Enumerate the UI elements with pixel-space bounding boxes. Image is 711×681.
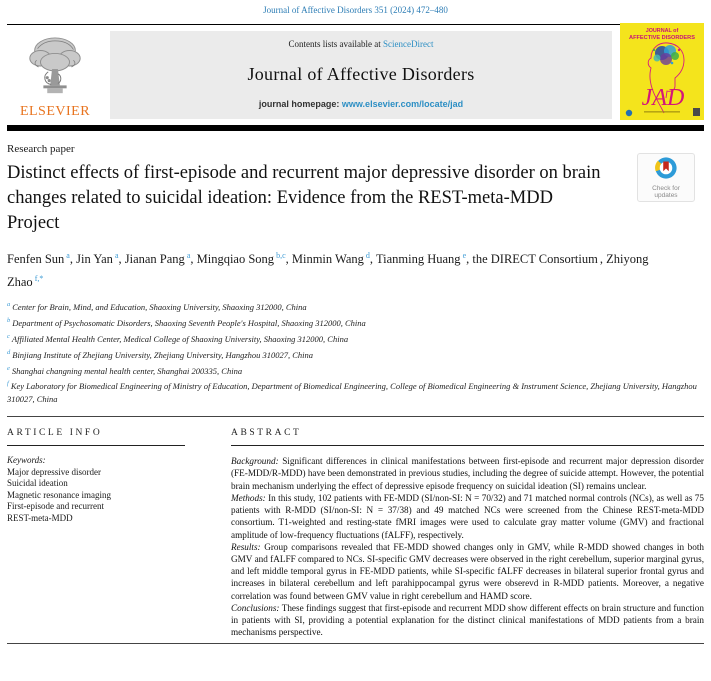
affiliation-sup: b	[7, 317, 11, 325]
author: the DIRECT Consortium ,	[472, 252, 607, 267]
paragraph-label: Results:	[231, 541, 261, 552]
header-divider-bar	[7, 125, 704, 131]
info-abstract-section	[7, 428, 704, 638]
page-title: Distinct effects of first-episode and recurrent major depressive disorder on brain changes related to suicidal ideation: Evidence from the REST-meta-MDD Project	[7, 163, 601, 233]
author-affiliation-sup: a	[66, 251, 70, 260]
affiliation: $^a$ Center for Brain, Mind, and Education, Shaoxing University, Shaoxing 312000, China	[7, 301, 307, 313]
keyword: First-episode and recurrent	[7, 501, 104, 512]
contents-line	[289, 39, 434, 49]
abstract-paragraph: Methods: In this study, 102 patients with FE-MDD (SI/non-SI: N = 70/32) and 71 matched normal controls (NCs), as well as 75 patients with R-MDD (SI/non-SI: N = 37/38) and 49 matched NCs were screened from the Chinese REST-meta-MDD consortium. T1-weighted and resting-state fMRI images were used to calculate gray matter volume (GMV) and fractional amplitude of low-frequency fluctuations (fALFF), respectively.	[231, 492, 704, 540]
check-updates-icon	[654, 156, 678, 185]
article-info-rule	[7, 445, 185, 446]
abstract-paragraph: Results: Group comparisons revealed that FE-MDD showed changes only in GMV, while R-MDD showed changes in both GMV and fALFF compared to NCs. SI-specific GMV decreases were observed in the right cerebellum, superior marginal gyrus, and left middle temporal gyrus in FE-MDD patients, while SI-specific fALFF decreases in bilateral superior frontal gyrus and increases in bilateral cerebellum and left parahippocampal gyrus were obserevd in R-MDD patients. Moreover, a negative correlation was found between GMV value in right cerebellum and HAMD score.	[231, 541, 704, 601]
keyword: Suicidal ideation	[7, 478, 68, 489]
author: Tianming Huang $^e$,	[375, 251, 473, 267]
journal-cover	[620, 23, 704, 119]
paragraph-label: Methods:	[231, 492, 266, 503]
homepage-prefix: journal homepage:	[258, 99, 342, 109]
author: Minmin Wang $^d$,	[291, 251, 376, 267]
paragraph-label: Conclusions:	[231, 602, 280, 613]
author: Zhiyong Zhao $^{f,*}$	[7, 252, 649, 290]
affiliation-sup: a	[7, 301, 11, 309]
affiliation-sup: f	[7, 380, 9, 388]
affiliation-sup: c	[7, 332, 10, 340]
affiliation-sup: e	[7, 364, 10, 372]
svg-text:JAD: JAD	[641, 85, 685, 111]
journal-citation: Journal of Affective Disorders 351 (2024) 472–480	[263, 5, 448, 15]
check-updates-label	[652, 185, 680, 199]
author-affiliation-sup: a	[114, 251, 119, 260]
check-for-updates-badge[interactable]	[637, 153, 695, 202]
article-info-heading: ARTICLE INFO	[7, 428, 103, 439]
author: Jianan Pang $^a$,	[124, 251, 197, 267]
keywords-label: Keywords:	[7, 455, 46, 466]
svg-text:AFFECTIVE DISORDERS: AFFECTIVE DISORDERS	[629, 35, 695, 41]
author-affiliation-sup: a	[186, 251, 191, 260]
abstract-paragraph: Background: Significant differences in clinical manifestations between first-episode and recurrent major depression disorder (FE-MDD/R-MDD) have been demonstrated in previous studies, including the degree of suicide attempt. However, the potential brain mechanism underlying the effect of depressive episode frequency on suicidal ideation (SI) remains unclear.	[231, 456, 704, 491]
keywords-block	[7, 455, 203, 524]
author-affiliation-sup: e	[462, 251, 467, 260]
affiliation-sup: d	[7, 348, 11, 356]
keyword: REST-meta-MDD	[7, 512, 73, 523]
journal-name: Journal of Affective Disorders	[247, 63, 475, 84]
author-affiliation-sup: b,c	[276, 251, 286, 260]
author: Jin Yan $^a$,	[76, 251, 125, 267]
article-type-label: Research paper	[7, 143, 75, 155]
affiliation: $^b$ Department of Psychosomatic Disorders, Shaoxing Seventh People's Hospital, Shaoxing 312000, China	[7, 317, 366, 328]
affiliation-list	[7, 298, 704, 406]
top-divider	[7, 24, 704, 25]
check-updates-line2: updates	[654, 192, 678, 199]
author-affiliation-sup: f,*	[34, 274, 44, 284]
homepage-line	[259, 99, 463, 109]
bottom-divider	[7, 643, 704, 644]
elsevier-tree-icon	[24, 35, 86, 104]
keyword: Magnetic resonance imaging	[7, 489, 111, 500]
paragraph-label: Background:	[231, 456, 279, 467]
check-updates-line1: Check for	[652, 185, 680, 192]
affiliation: $^f$ Key Laboratory for Biomedical Engineering of Ministry of Education, Department of Biomedical Engineering, College of Biomedical Engineering & Instrument Science, Zhejiang University, Hangzhou 310027, China	[7, 380, 697, 405]
author: Mingqiao Song $^{b,c}$,	[196, 251, 292, 267]
journal-cover-image	[620, 23, 704, 120]
affiliation: $^d$ Binjiang Institute of Zhejiang University, Zhejiang University, Hangzhou 310027, China	[7, 348, 314, 360]
homepage-link[interactable]: www.elsevier.com/locate/jad	[341, 99, 464, 109]
contents-prefix: Contents lists available at	[288, 39, 383, 49]
article-info-column	[7, 428, 203, 638]
author-affiliation-sup: d	[365, 251, 370, 260]
abstract-paragraph: Conclusions: These findings suggest that first-episode and recurrent MDD show different effects on brain structure and function in patients with SI, providing a potential explanation for the distinct clinical manifestations of MDD patients from a brain mechanisms perspective.	[231, 602, 704, 638]
affiliation: $^e$ Shanghai changning mental health center, Shanghai 200335, China	[7, 364, 243, 376]
sciencedirect-link[interactable]: ScienceDirect	[383, 39, 434, 49]
abstract-rule	[231, 445, 704, 446]
abstract-text	[231, 455, 704, 638]
keyword: Major depressive disorder	[7, 466, 101, 477]
abstract-heading: ABSTRACT	[231, 428, 302, 439]
svg-text:JOURNAL of: JOURNAL of	[645, 28, 679, 34]
journal-header	[7, 28, 704, 119]
section-divider	[7, 416, 704, 417]
journal-banner	[110, 31, 612, 119]
elsevier-logo-text: ELSEVIER	[19, 104, 91, 119]
author: Fenfen Sun $^a$,	[7, 251, 77, 267]
affiliation: $^c$ Affiliated Mental Health Center, Medical College of Shaoxing University, Shaoxing 312000, China	[7, 332, 349, 344]
author-list	[7, 246, 655, 292]
elsevier-logo	[7, 31, 103, 119]
abstract-column	[231, 428, 704, 638]
